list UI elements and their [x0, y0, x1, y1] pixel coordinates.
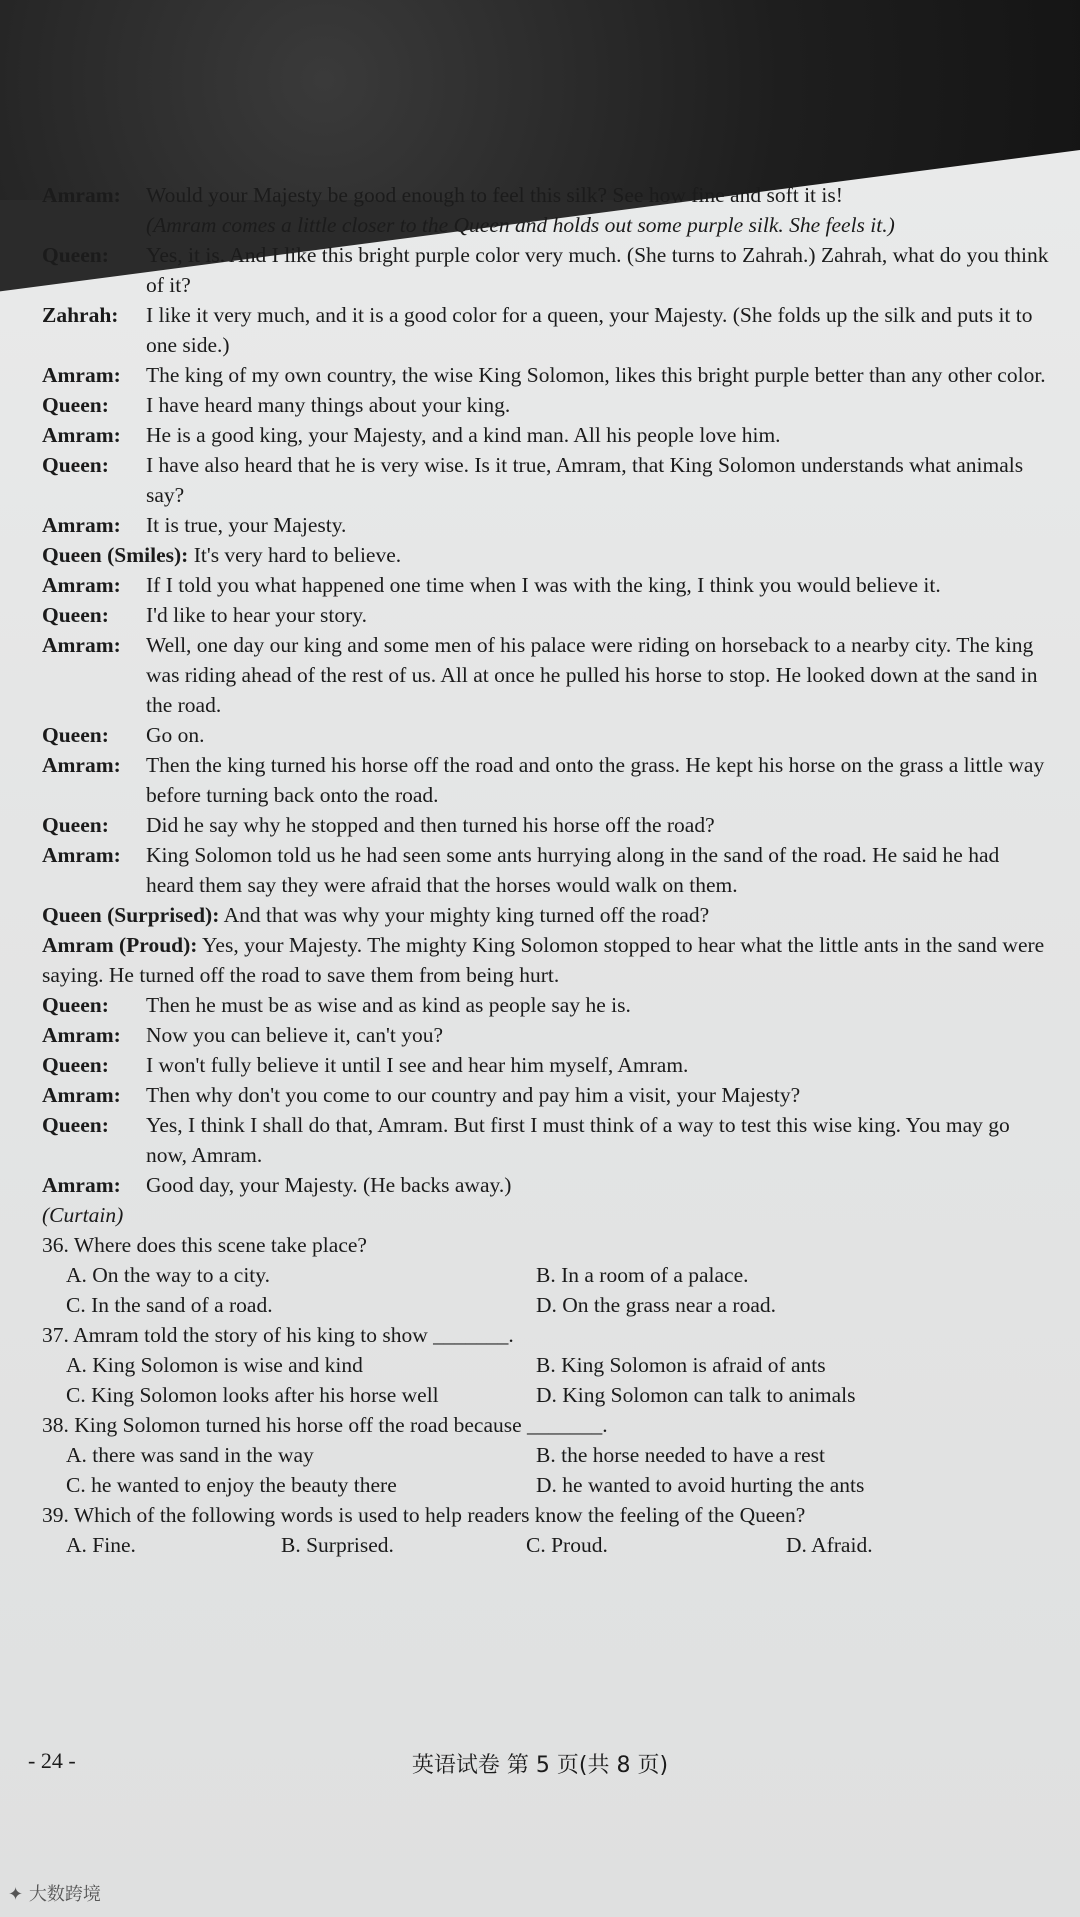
dialogue-text: Then the king turned his horse off the road and onto the grass. He kept his horse on the grass a little way before turning back onto the road.: [146, 753, 1045, 807]
dialogue-text: King Solomon told us he had seen some ants hurrying along in the sand of the road. He said he had heard them say they were afraid that the horses would walk on them.: [146, 843, 1000, 897]
dialogue-text: I like it very much, and it is a good color for a queen, your Majesty. (She folds up the silk and puts it to one side.): [146, 303, 1033, 357]
speaker-name: Amram:: [42, 1083, 121, 1107]
dialogue-text: Would your Majesty be good enough to feel this silk? See how fine and soft it is!: [146, 183, 843, 207]
dialogue-line: [42, 1050, 1052, 1080]
dialogue-text: Good day, your Majesty. (He backs away.): [146, 1173, 512, 1197]
page-info: 英语试卷 第 5 页(共 8 页): [411, 1753, 669, 1778]
dialogue-line: [42, 930, 1052, 990]
speaker-name: Queen:: [42, 393, 109, 417]
dialogue-line: [42, 240, 1052, 300]
watermark-text: 大数跨境: [28, 1884, 101, 1905]
dialogue-line: [42, 1170, 1052, 1200]
speaker-name: Amram:: [42, 573, 121, 597]
dialogue-section: [42, 180, 1052, 1200]
answer-option: D. Afraid.: [786, 1533, 873, 1557]
speaker-name: Queen:: [42, 243, 109, 267]
dark-background: [0, 0, 1080, 200]
dialogue-line: [42, 540, 1052, 570]
dialogue-text: Yes, it is. And I like this bright purple color very much. (She turns to Zahrah.) Zahrah, what do you think of it?: [146, 243, 1049, 297]
dialogue-line: [42, 180, 1052, 210]
stage-direction: (Amram comes a little closer to the Queen and holds out some purple silk. She feels it.): [146, 213, 895, 237]
answer-option: B. the horse needed to have a rest: [536, 1443, 825, 1467]
dialogue-text: Then why don't you come to our country and pay him a visit, your Majesty?: [146, 1083, 801, 1107]
dialogue-text: Well, one day our king and some men of his palace were riding on horseback to a nearby city. The king was riding ahead of the rest of us. All at once he pulled his horse to stop. He looked down at the sand in the road.: [146, 633, 1038, 717]
dialogue-line: [42, 750, 1052, 810]
curtain-direction: (Curtain): [42, 1203, 124, 1227]
speaker-name: Queen:: [42, 813, 109, 837]
dialogue-text: Yes, your Majesty. The mighty King Solomon stopped to hear what the little ants in the sand were saying. He turned off the road to save them from being hurt.: [42, 933, 1045, 987]
speaker-name: Queen (Surprised):: [42, 903, 220, 927]
speaker-name: Zahrah:: [42, 303, 119, 327]
dialogue-line: [42, 1110, 1052, 1170]
answer-option: D. On the grass near a road.: [536, 1293, 776, 1317]
dialogue-line: [42, 300, 1052, 360]
dialogue-line: [42, 360, 1052, 390]
dialogue-text: Go on.: [146, 723, 205, 747]
page-number: - 24 -: [28, 1748, 76, 1773]
dialogue-text: I won't fully believe it until I see and hear him myself, Amram.: [146, 1053, 689, 1077]
answer-option: A. King Solomon is wise and kind: [66, 1353, 363, 1377]
dialogue-line: [42, 840, 1052, 900]
speaker-name: Amram:: [42, 513, 121, 537]
speaker-name: Queen:: [42, 723, 109, 747]
answer-option: A. there was sand in the way: [66, 1443, 314, 1467]
question-stem: 36. Where does this scene take place?: [42, 1233, 367, 1257]
speaker-name: Amram:: [42, 843, 121, 867]
question-stem: 39. Which of the following words is used to help readers know the feeling of the Queen?: [42, 1503, 806, 1527]
dialogue-text: Then he must be as wise and as kind as people say he is.: [146, 993, 631, 1017]
answer-option: D. King Solomon can talk to animals: [536, 1383, 856, 1407]
dialogue-text: Did he say why he stopped and then turned his horse off the road?: [146, 813, 715, 837]
dialogue-line: [42, 600, 1052, 630]
answer-option: A. On the way to a city.: [66, 1263, 270, 1287]
speaker-name: Amram:: [42, 753, 121, 777]
dialogue-line: [42, 570, 1052, 600]
dialogue-text: Now you can believe it, can't you?: [146, 1023, 444, 1047]
question-stem: 37. Amram told the story of his king to show _______.: [42, 1323, 514, 1347]
answer-options: [66, 1260, 1052, 1320]
speaker-name: Amram:: [42, 633, 121, 657]
answer-option: C. In the sand of a road.: [66, 1293, 273, 1317]
questions-section: [42, 1230, 1052, 1560]
speaker-name: Amram (Proud):: [42, 933, 198, 957]
answer-option: C. he wanted to enjoy the beauty there: [66, 1473, 397, 1497]
dialogue-line: [42, 1080, 1052, 1110]
answer-option: B. In a room of a palace.: [536, 1263, 749, 1287]
dialogue-text: If I told you what happened one time when I was with the king, I think you would believe it.: [146, 573, 941, 597]
speaker-name: Queen:: [42, 603, 109, 627]
dialogue-line: [42, 990, 1052, 1020]
dialogue-text: The king of my own country, the wise King Solomon, likes this bright purple better than any other color.: [146, 363, 1046, 387]
dialogue-line: [42, 390, 1052, 420]
dialogue-text: I have also heard that he is very wise. Is it true, Amram, that King Solomon understands what animals say?: [146, 453, 1024, 507]
answer-option: A. Fine.: [66, 1533, 136, 1557]
answer-options: [66, 1530, 1052, 1560]
answer-options: [66, 1350, 1052, 1410]
answer-option: D. he wanted to avoid hurting the ants: [536, 1473, 865, 1497]
answer-option: C. King Solomon looks after his horse well: [66, 1383, 439, 1407]
speaker-name: Queen:: [42, 1113, 109, 1137]
dialogue-text: I have heard many things about your king.: [146, 393, 511, 417]
answer-option: C. Proud.: [526, 1533, 608, 1557]
dialogue-line: [42, 810, 1052, 840]
answer-option: B. King Solomon is afraid of ants: [536, 1353, 826, 1377]
speaker-name: Queen (Smiles):: [42, 543, 189, 567]
dialogue-line: [42, 450, 1052, 510]
dialogue-line: [42, 720, 1052, 750]
dialogue-line: [42, 510, 1052, 540]
dialogue-text: It is true, your Majesty.: [146, 513, 347, 537]
answer-option: B. Surprised.: [281, 1533, 394, 1557]
dialogue-text: It's very hard to believe.: [193, 543, 402, 567]
dialogue-text: I'd like to hear your story.: [146, 603, 368, 627]
speaker-name: Amram:: [42, 1173, 121, 1197]
dialogue-text: He is a good king, your Majesty, and a kind man. All his people love him.: [146, 423, 781, 447]
speaker-name: Queen:: [42, 993, 109, 1017]
dialogue-line: [42, 900, 1052, 930]
speaker-name: Queen:: [42, 1053, 109, 1077]
dialogue-text: And that was why your mighty king turned off the road?: [223, 903, 710, 927]
speaker-name: Queen:: [42, 453, 109, 477]
watermark-logo: [8, 1880, 101, 1906]
speaker-name: Amram:: [42, 423, 121, 447]
dialogue-line: [42, 630, 1052, 720]
speaker-name: Amram:: [42, 363, 121, 387]
speaker-name: Amram:: [42, 183, 121, 207]
speaker-name: Amram:: [42, 1023, 121, 1047]
exam-content: [42, 180, 1052, 1560]
dialogue-text: Yes, I think I shall do that, Amram. But first I must think of a way to test this wise king. You may go now, Amram.: [146, 1113, 1010, 1167]
watermark-icon: ✦: [8, 1884, 24, 1905]
question-stem: 38. King Solomon turned his horse off the road because _______.: [42, 1413, 608, 1437]
answer-options: [66, 1440, 1052, 1500]
dialogue-line: [42, 1020, 1052, 1050]
dialogue-line: [42, 420, 1052, 450]
